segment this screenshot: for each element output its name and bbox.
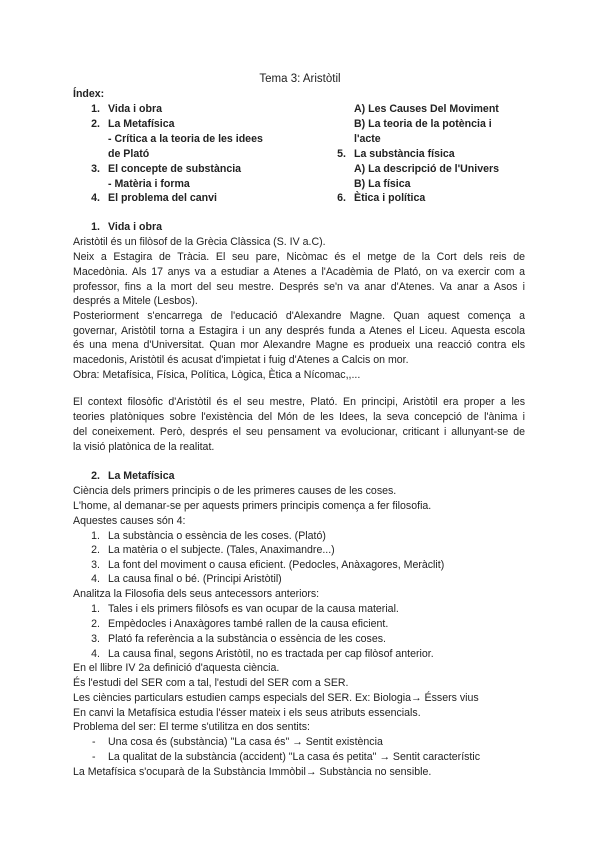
list-number: 4. [91,573,100,585]
paragraph-line: Neix a Estagira de Tràcia. El seu pare, Nicòmac és el metge de la Cort dels reis de [73,251,525,263]
list-item: La substància o essència de les coses. (Plató) [108,530,326,542]
index-subitem: A) Les Causes Del Moviment [354,103,499,115]
list-item: La matèria o el subjecte. (Tales, Anaximandre...) [108,544,335,556]
list-item: La causa final o bé. (Principi Aristòtil) [108,573,282,585]
paragraph-line: del coneixement. Però, després el seu pensament va evolucionar, criticant i allunyant-se de [73,426,525,438]
paragraph-line: Analitza la Filosofia dels seus antecessors anteriors: [73,588,320,600]
list-number: 3. [91,559,100,571]
section-heading: La Metafísica [108,470,175,482]
paragraph-line: després a Mitele (Lesbos). [73,295,198,307]
index-subitem: B) La física [354,178,411,190]
paragraph-line: professor, fins a la mort del seu mestre. Després se'n va anar d'Atenes. Va anar a Asos i [73,281,525,293]
index-item: Ètica i política [354,192,426,204]
index-subitem: l'acte [354,133,381,145]
index-num: 2. [91,118,100,130]
paragraph-line: Aristòtil és un filòsof de la Grècia Clàssica (S. IV a.C). [73,236,326,248]
paragraph-line: és una mena d'Universitat. Quan mor Alexandre Magne es produeix una reacció contra els [73,339,525,351]
paragraph-line: Ciència dels primers principis o de les primeres causes de les coses. [73,485,397,497]
list-item: Empèdocles i Anaxàgores també rallen de la causa eficient. [108,618,389,630]
page-title: Tema 3: Aristòtil [259,73,341,85]
paragraph-line: governar, Aristòtil torna a Estagira i un any després funda a Atenes el Liceu. Aquesta escola [73,325,525,337]
paragraph-line: Problema del ser: El terme s'utilitza en dos sentits: [73,721,310,733]
index-heading: Índex: [73,88,105,100]
paragraph-line: La Metafísica s'ocuparà de la Substància Immòbil→ Substància no sensible. [73,766,432,778]
index-num: 6. [337,192,346,204]
list-dash: - [92,736,96,748]
index-subitem: B) La teoria de la potència i [354,118,492,130]
paragraph-line: Les ciències particulars estudien camps especials del SER. Ex: Biologia→ Éssers vius [73,692,479,704]
section-heading: Vida i obra [108,221,162,233]
list-item: Tales i els primers filòsofs es van ocupar de la causa material. [108,603,399,615]
index-item: El problema del canvi [108,192,217,204]
index-item: La substància física [354,148,455,160]
index-item: La Metafísica [108,118,175,130]
paragraph-line: la visió platònica de la realitat. [73,441,215,453]
paragraph-line: En canvi la Metafísica estudia l'ésser mateix i els seus atributs essencials. [73,707,421,719]
list-item: La qualitat de la substància (accident) "La casa és petita" → Sentit característic [108,751,481,763]
index-num: 1. [91,103,100,115]
paragraph-line: En el llibre IV 2a definició d'aquesta ciència. [73,662,280,674]
paragraph-line: Aquestes causes són 4: [73,515,186,527]
paragraph-line: Posteriorment s'encarrega de l'educació d'Alexandre Magne. Quan aquest comença a [73,310,525,322]
index-subitem: de Plató [108,148,150,160]
section-number: 1. [91,221,100,233]
index-item: El concepte de substància [108,163,242,175]
paragraph-line: teories platòniques sobre l'existència del Món de les Idees, la seva concepció de l'ànima i [73,411,525,423]
list-number: 4. [91,648,100,660]
list-item: Plató fa referència a la substància o essència de les coses. [108,633,386,645]
list-number: 2. [91,544,100,556]
list-number: 1. [91,530,100,542]
paragraph-line: El context filosòfic d'Aristòtil és el seu mestre, Plató. En principi, Aristòtil era proper a les [73,396,525,408]
section-number: 2. [91,470,100,482]
list-item: La font del moviment o causa eficient. (Pedocles, Anàxagores, Meràclit) [108,559,445,571]
index-subitem: - Matèria i forma [108,178,190,190]
index-num: 5. [337,148,346,160]
list-number: 3. [91,633,100,645]
list-dash: - [92,751,96,763]
paragraph-line: macedonis, Aristòtil és acusat d'impietat i fuig d'Atenes a Calcis on mor. [73,354,409,366]
list-item: La causa final, segons Aristòtil, no es tractada per cap filòsof anterior. [108,648,434,660]
list-item: Una cosa és (substància) "La casa és" → Sentit existència [108,736,383,748]
index-item: Vida i obra [108,103,162,115]
paragraph-line: Obra: Metafísica, Física, Política, Lògica, Ètica a Nícomac,,... [73,369,361,381]
index-subitem: - Crítica a la teoria de les idees [108,133,263,145]
paragraph-line: Macedònia. Als 17 anys va a estudiar a Atenes a l'Acadèmia de Plató, on va exercir com a [73,266,525,278]
paragraph-line: És l'estudi del SER com a tal, l'estudi del SER com a SER. [73,677,349,689]
list-number: 2. [91,618,100,630]
paragraph-line: L'home, al demanar-se per aquests primers principis comença a fer filosofia. [73,500,432,512]
index-num: 4. [91,192,100,204]
list-number: 1. [91,603,100,615]
index-num: 3. [91,163,100,175]
index-subitem: A) La descripció de l'Univers [354,163,499,175]
